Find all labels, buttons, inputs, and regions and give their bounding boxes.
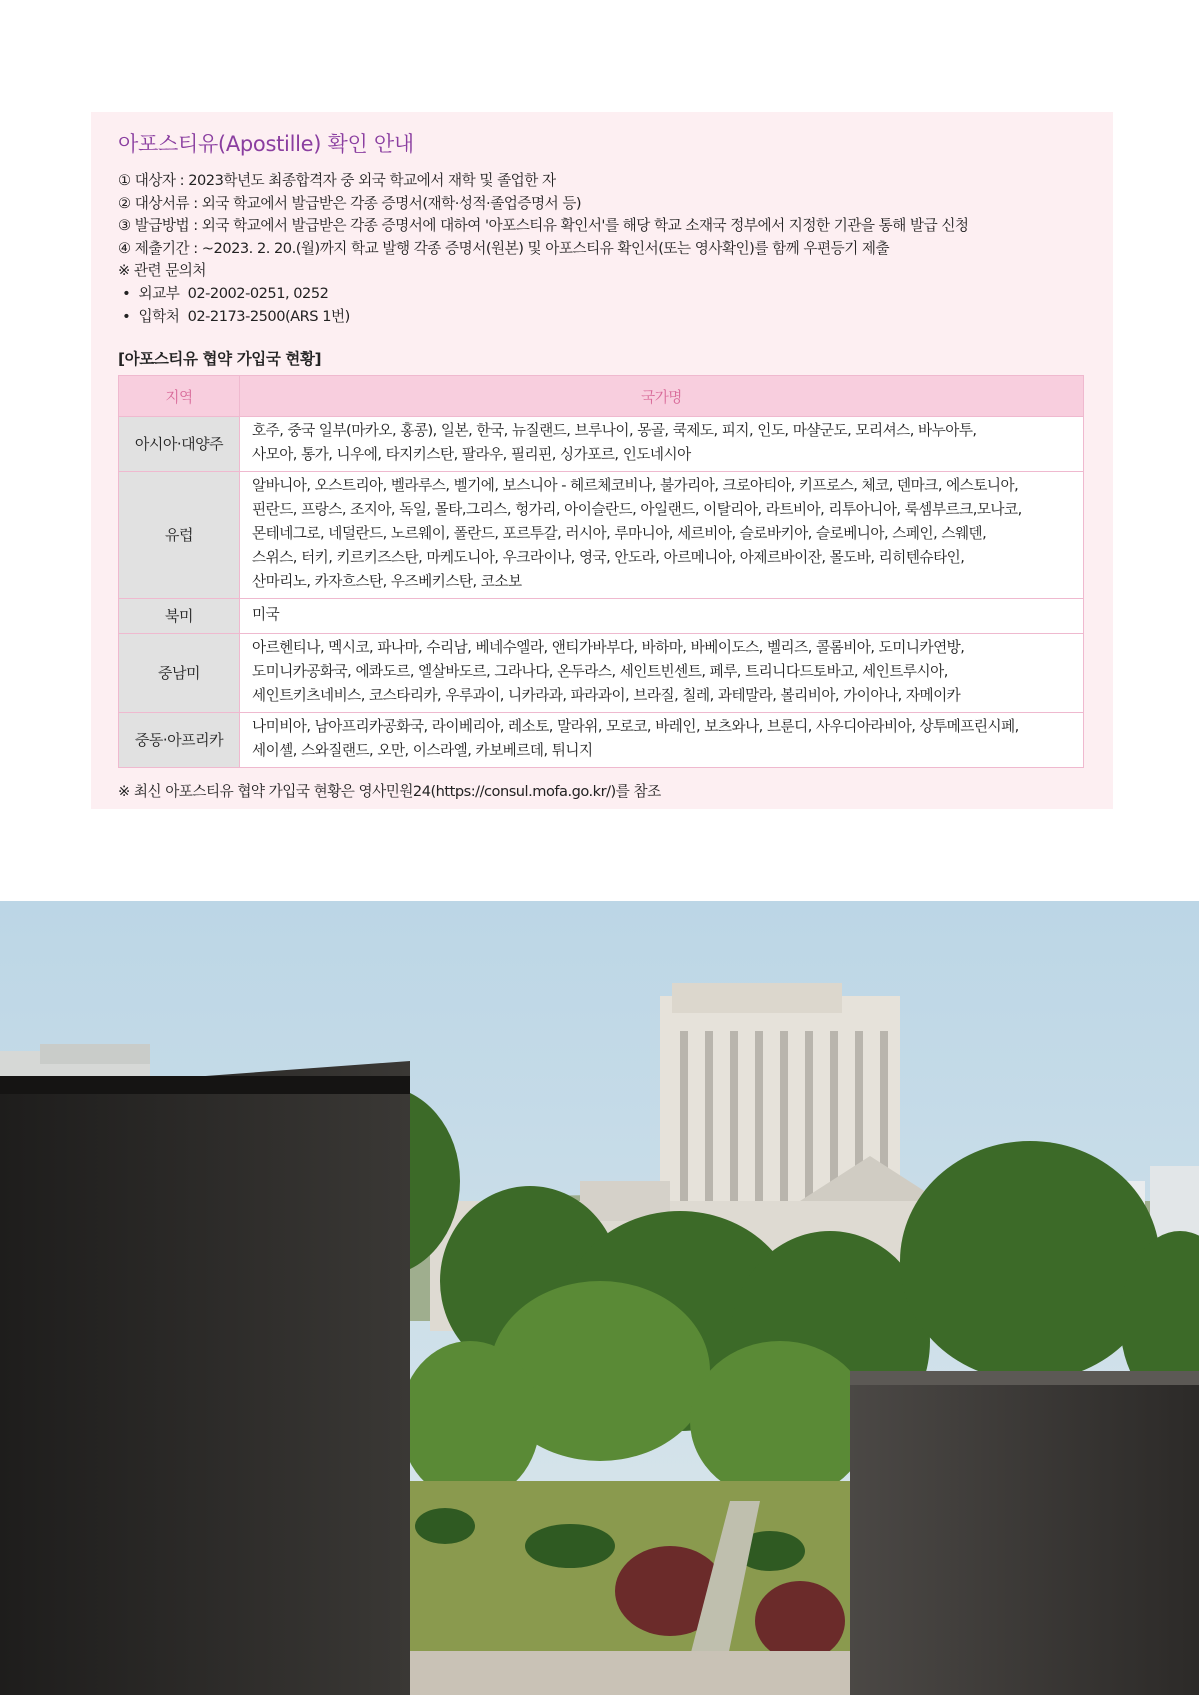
info-line-contact-admission: • 입학처 02-2173-2500(ARS 1번) xyxy=(118,307,350,325)
info-line-deadline: ④ 제출기간 : ~2023. 2. 20.(월)까지 학교 발행 각종 증명서(원본) 및 아포스티유 확인서(또는 영사확인)를 함께 우편등기 제출 xyxy=(118,239,890,257)
countries-line: 알바니아, 오스트리아, 벨라루스, 벨기에, 보스니아 - 헤르체코비나, 불가리아, 크로아티아, 키프로스, 체코, 덴마크, 에스토니아, xyxy=(252,477,1019,495)
header-region: 지역 xyxy=(119,376,240,417)
countries-line: 사모아, 통가, 니우에, 타지키스탄, 팔라우, 필리핀, 싱가포르, 인도네시아 xyxy=(252,446,691,464)
countries-cell xyxy=(240,599,1084,634)
table-row xyxy=(119,599,1084,634)
countries-line: 호주, 중국 일부(마카오, 홍콩), 일본, 한국, 뉴질랜드, 브루나이, 몽골, 쿡제도, 피지, 인도, 마샬군도, 모리셔스, 바누아투, xyxy=(252,422,977,440)
info-line-target: ① 대상자 : 2023학년도 최종합격자 중 외국 학교에서 재학 및 졸업한 자 xyxy=(118,172,556,189)
region-cell: 아시아·대양주 xyxy=(119,417,240,472)
campus-photo xyxy=(0,901,1199,1695)
info-line-method: ③ 발급방법 : 외국 학교에서 발급받은 각종 증명서에 대하여 '아포스티유 확인서'를 해당 학교 소재국 정부에서 지정한 기관을 통해 발급 신청 xyxy=(118,217,969,235)
table-title: [아포스티유 협약 가입국 현황] xyxy=(118,350,322,369)
table-row xyxy=(119,713,1084,768)
countries-line: 미국 xyxy=(252,606,280,624)
info-line-contact-heading: ※ 관련 문의처 xyxy=(118,262,206,280)
header-countries: 국가명 xyxy=(240,376,1084,417)
countries-line: 나미비아, 남아프리카공화국, 라이베리아, 레소토, 말라위, 모로코, 바레인, 보츠와나, 브룬디, 사우디아라비아, 상투메프린시페, xyxy=(252,718,1019,736)
countries-line: 스위스, 터키, 키르키즈스탄, 마케도니아, 우크라이나, 영국, 안도라, 아르메니아, 아제르바이잔, 몰도바, 리히텐슈타인, xyxy=(252,549,965,567)
region-cell: 유럽 xyxy=(119,472,240,599)
countries-line: 핀란드, 프랑스, 조지아, 독일, 몰타,그리스, 헝가리, 아이슬란드, 아일랜드, 이탈리아, 라트비아, 리투아니아, 룩셈부르크,모나코, xyxy=(252,501,1022,519)
info-lines xyxy=(118,170,1086,328)
region-cell: 중남미 xyxy=(119,634,240,713)
countries-line: 산마리노, 카자흐스탄, 우즈베키스탄, 코소보 xyxy=(252,573,522,591)
region-cell: 중동·아프리카 xyxy=(119,713,240,768)
box-title: 아포스티유(Apostille) 확인 안내 xyxy=(118,132,414,156)
apostille-info-box xyxy=(91,112,1113,809)
footnote: ※ 최신 아포스티유 협약 가입국 현황은 영사민원24(https://consul.mofa.go.kr/)를 참조 xyxy=(118,783,661,801)
countries-line: 도미니카공화국, 에콰도르, 엘살바도르, 그라나다, 온두라스, 세인트빈센트, 페루, 트리니다드토바고, 세인트루시아, xyxy=(252,663,948,681)
table-header-row xyxy=(119,376,1084,417)
steps xyxy=(410,1651,850,1695)
countries-cell xyxy=(240,634,1084,713)
info-line-contact-mofa: • 외교부 02-2002-0251, 0252 xyxy=(118,284,329,302)
countries-cell xyxy=(240,713,1084,768)
countries-line: 몬테네그로, 네덜란드, 노르웨이, 폴란드, 포르투갈, 러시아, 루마니아, 세르비아, 슬로바키아, 슬로베니아, 스페인, 스웨덴, xyxy=(252,525,987,543)
member-countries-table xyxy=(118,375,1084,768)
info-line-documents: ② 대상서류 : 외국 학교에서 발급받은 각종 증명서(재학·성적·졸업증명서 등) xyxy=(118,194,582,212)
table-row xyxy=(119,472,1084,599)
region-cell: 북미 xyxy=(119,599,240,634)
countries-cell xyxy=(240,417,1084,472)
countries-cell xyxy=(240,472,1084,599)
table-row xyxy=(119,417,1084,472)
countries-line: 아르헨티나, 멕시코, 파나마, 수리남, 베네수엘라, 앤티가바부다, 바하마, 바베이도스, 벨리즈, 콜롬비아, 도미니카연방, xyxy=(252,639,965,657)
countries-line: 세인트키츠네비스, 코스타리카, 우루과이, 니카라과, 파라과이, 브라질, 칠레, 과테말라, 볼리비아, 가이아나, 자메이카 xyxy=(252,687,961,705)
table-row xyxy=(119,634,1084,713)
countries-line: 세이셸, 스와질랜드, 오만, 이스라엘, 카보베르데, 튀니지 xyxy=(252,742,593,760)
right-wall xyxy=(850,1371,1199,1695)
left-wall xyxy=(0,1061,410,1695)
